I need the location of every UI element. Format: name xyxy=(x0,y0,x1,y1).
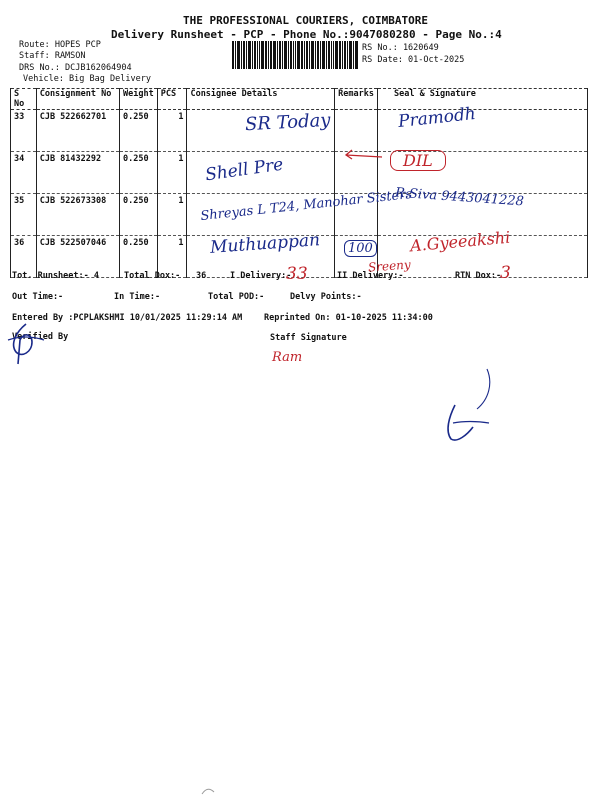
cell-sno: 35 xyxy=(11,194,37,236)
route-label: Route: HOPES PCP xyxy=(19,40,101,50)
total-pod-label: Total POD:- xyxy=(208,292,265,302)
verified-by-label: Verified By xyxy=(12,332,69,342)
entered-by: Entered By :PCPLAKSHMI 10/01/2025 11:29:14 AM xyxy=(12,313,243,323)
cell-consignment: CJB 522673308 xyxy=(36,194,119,236)
cell-weight: 0.250 xyxy=(120,236,158,278)
cell-weight: 0.250 xyxy=(120,194,158,236)
drs-number: DRS No.: DCJB162064904 xyxy=(19,63,132,73)
stray-mark xyxy=(200,786,216,796)
rs-number: RS No.: 1620649 xyxy=(362,43,439,53)
cell-sno: 34 xyxy=(11,152,37,194)
handwritten-seal-36: A.Gyeeakshi xyxy=(409,227,511,256)
staff-label: Staff: RAMSON xyxy=(19,51,86,61)
red-arrow-mark xyxy=(344,148,384,162)
cell-remarks xyxy=(335,110,378,152)
handwritten-consignee-33: SR Today xyxy=(244,109,331,136)
bottom-signature xyxy=(437,365,497,445)
handwritten-consignee-35: Shreyas L T24, Manohar Sisters xyxy=(199,186,413,225)
rs-date: RS Date: 01-Oct-2025 xyxy=(362,55,465,65)
verifier-signature xyxy=(6,322,46,366)
cell-pcs: 1 xyxy=(157,152,187,194)
reprinted-on: Reprinted On: 01-10-2025 11:34:00 xyxy=(264,313,433,323)
header-seal-signature: Seal & Signature xyxy=(377,89,587,110)
header-weight: Weight xyxy=(120,89,158,110)
i-delivery-label: I Delivery:- xyxy=(230,271,292,281)
rtn-dox-hand: 3 xyxy=(500,263,511,283)
cell-pcs: 1 xyxy=(157,236,187,278)
ii-delivery-hand: Sreeny xyxy=(367,257,412,275)
cell-weight: 0.250 xyxy=(120,152,158,194)
cell-pcs: 1 xyxy=(157,194,187,236)
total-dox-value: 36 xyxy=(196,271,207,281)
cell-consignment: CJB 522662701 xyxy=(36,110,119,152)
vehicle-label: Vehicle: Big Bag Delivery xyxy=(23,74,151,84)
total-dox-label: Total Dox:- xyxy=(124,271,181,281)
cell-sno: 36 xyxy=(11,236,37,278)
handwritten-seal-34: DIL xyxy=(390,150,446,171)
ii-delivery-label: II Delivery:- xyxy=(337,271,404,281)
cell-consignment: CJB 522507046 xyxy=(36,236,119,278)
handwritten-consignee-36: Muthuappan xyxy=(209,230,321,258)
header-consignment: Consignment No xyxy=(36,89,119,110)
header-remarks: Remarks xyxy=(335,89,378,110)
tot-runsheet: Tot. Runsheet:- 4 xyxy=(12,271,99,281)
table-row xyxy=(11,152,588,194)
handwritten-seal-35: R.Siva 9443041228 xyxy=(394,185,525,210)
rtn-dox-label: RTN Dox:- xyxy=(455,271,502,281)
in-time-label: In Time:- xyxy=(114,292,161,302)
handwritten-consignee-34: Shell Pre xyxy=(203,154,285,186)
staff-signature-label: Staff Signature xyxy=(270,333,347,343)
barcode-image xyxy=(232,41,358,69)
header-consignee: Consignee Details xyxy=(187,89,335,110)
delvy-points-label: Delvy Points:- xyxy=(290,292,362,302)
header-pcs: PCS xyxy=(157,89,187,110)
runsheet-subtitle: Delivery Runsheet - PCP - Phone No.:9047080280 - Page No.:4 xyxy=(111,28,502,41)
header-sno: S No xyxy=(11,89,37,110)
cell-weight: 0.250 xyxy=(120,110,158,152)
out-time-label: Out Time:- xyxy=(12,292,64,302)
staff-signature-hand: Ram xyxy=(272,350,303,365)
i-delivery-hand: 33 xyxy=(286,264,308,284)
cell-sno: 33 xyxy=(11,110,37,152)
handwritten-seal-33: Pramodh xyxy=(397,103,477,133)
company-title: THE PROFESSIONAL COURIERS, COIMBATORE xyxy=(183,14,429,27)
cell-pcs: 1 xyxy=(157,110,187,152)
handwritten-remarks-36: 100 xyxy=(344,240,377,257)
cell-consignment: CJB 81432292 xyxy=(36,152,119,194)
table-header-row xyxy=(11,89,588,110)
